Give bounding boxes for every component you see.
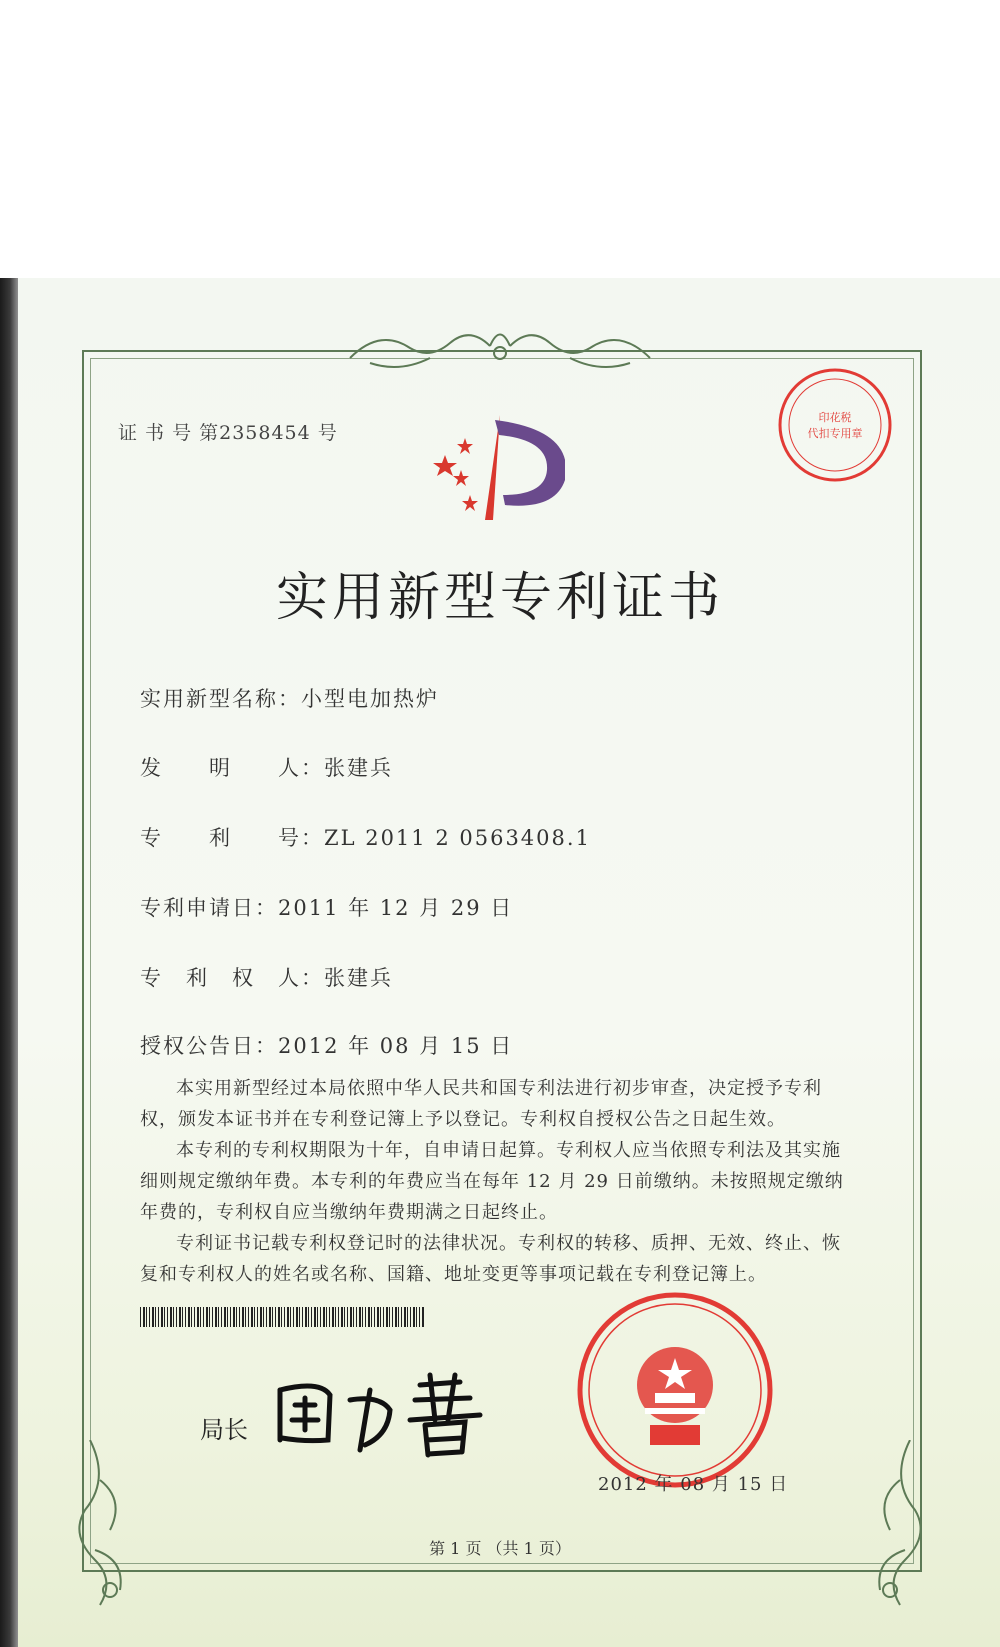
field-value: 小型电加热炉 xyxy=(301,687,439,711)
barcode xyxy=(140,1307,425,1327)
body-paragraph: 本专利的专利权期限为十年，自申请日起算。专利权人应当依照专利法及其实施细则规定缴纳年费。本专利的年费应当在每年 12 月 29 日前缴纳。未按照规定缴纳年费的，专利权自应当缴纳年费期满之日起终止。 xyxy=(140,1140,844,1223)
field-utility-model-name: 实用新型名称：小型电加热炉 xyxy=(140,683,439,713)
certificate-title: 实用新型专利证书 xyxy=(275,568,724,628)
tax-stamp xyxy=(775,365,895,485)
svg-text:代扣专用章: 代扣专用章 xyxy=(807,427,863,440)
field-value: 2011 年 12 月 29 日 xyxy=(278,896,514,920)
body-paragraph: 本实用新型经过本局依照中华人民共和国专利法进行初步审查，决定授予专利权，颁发本证书并在专利登记簿上予以登记。专利权自授权公告之日起生效。 xyxy=(140,1078,822,1130)
field-value: 张建兵 xyxy=(324,966,393,990)
field-label: 实用新型名称 xyxy=(140,687,278,711)
field-value: ZL 2011 2 0563408.1 xyxy=(324,826,591,850)
bottom-right-ornament xyxy=(860,1440,930,1610)
field-patent-number: 专 利 号：ZL 2011 2 0563408.1 xyxy=(140,822,591,852)
field-label: 专 利 号 xyxy=(140,826,301,850)
issue-date: 2012 年 08 月 15 日 xyxy=(598,1474,789,1495)
field-patentee: 专 利 权 人：张建兵 xyxy=(140,962,393,992)
bottom-left-ornament xyxy=(70,1440,140,1610)
field-label: 授权公告日 xyxy=(140,1034,255,1058)
page-footer: 第 1 页 （共 1 页） xyxy=(429,1539,571,1558)
field-application-date: 专利申请日：2011 年 12 月 29 日 xyxy=(140,892,513,922)
field-value: 张建兵 xyxy=(324,756,393,780)
certificate-border-inner xyxy=(90,358,914,1564)
field-label: 专 利 权 人 xyxy=(140,966,301,990)
director-label: 局长 xyxy=(200,1416,248,1444)
field-inventor: 发 明 人：张建兵 xyxy=(140,752,393,782)
field-value: 2012 年 08 月 15 日 xyxy=(278,1034,514,1058)
field-grant-date: 授权公告日：2012 年 08 月 15 日 xyxy=(140,1030,513,1060)
field-label: 专利申请日 xyxy=(140,896,255,920)
director-signature xyxy=(270,1370,490,1460)
field-label: 发 明 人 xyxy=(140,756,301,780)
patent-office-logo xyxy=(425,410,565,530)
svg-text:印花税: 印花税 xyxy=(818,411,852,424)
top-ornament xyxy=(340,318,660,378)
national-ip-seal xyxy=(575,1290,775,1490)
certificate-number: 证 书 号 第2358454 号 xyxy=(118,422,338,444)
body-paragraph: 专利证书记载专利权登记时的法律状况。专利权的转移、质押、无效、终止、恢复和专利权人的姓名或名称、国籍、地址变更等事项记载在专利登记簿上。 xyxy=(140,1233,841,1285)
